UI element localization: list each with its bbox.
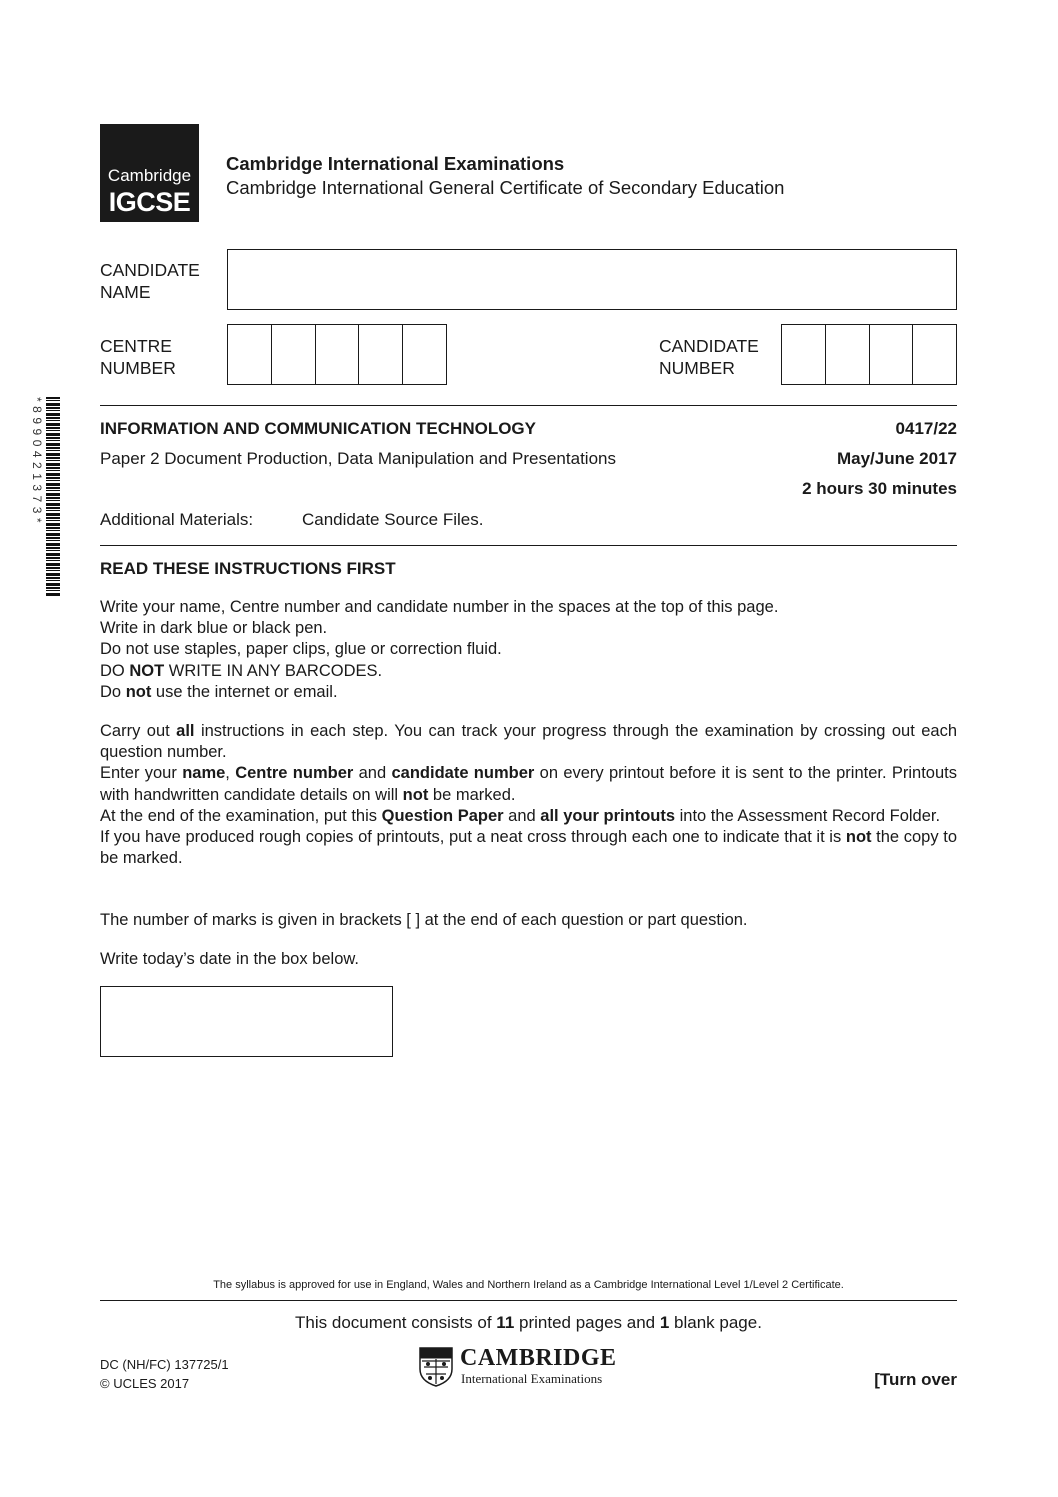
text-run-bold: all <box>176 722 195 740</box>
candidate-number-label-line1: CANDIDATE <box>659 336 759 356</box>
text-run: Do <box>100 682 126 701</box>
instruction-line: Write your name, Centre number and candidate number in the spaces at the top of this page. <box>100 598 779 616</box>
candidate-number-label-line2: NUMBER <box>659 358 735 378</box>
text-run-bold: not <box>845 828 872 847</box>
instruction-paragraph <box>100 763 957 805</box>
document-reference <box>100 1355 229 1393</box>
logo-line1: Cambridge <box>107 166 192 185</box>
text-run: DO <box>100 661 130 680</box>
text-run: the copy to be marked. <box>100 828 957 868</box>
divider <box>100 405 957 406</box>
candidate-name-input[interactable] <box>227 249 957 310</box>
text-run-bold: Question Paper <box>381 806 504 825</box>
text-run-bold: 1 <box>659 1313 670 1332</box>
text-run-bold: Centre number <box>235 764 354 783</box>
materials-label: Additional Materials: <box>100 510 254 529</box>
text-run-bold: candidate number <box>391 764 535 783</box>
text-run: Enter your <box>100 764 183 783</box>
text-run: , <box>225 764 236 783</box>
barcode-digits: *8990421373* <box>30 397 44 528</box>
centre-number-cell[interactable] <box>271 325 315 384</box>
text-run: into the Assessment Record Folder. <box>675 806 941 825</box>
text-run: WRITE IN ANY BARCODES. <box>164 661 383 680</box>
exam-code: 0417/22 <box>895 419 957 438</box>
exam-paper: Paper 2 Document Production, Data Manipulation and Presentations <box>100 449 616 468</box>
reference-code: DC (NH/FC) 137725/1 <box>100 1357 229 1372</box>
text-run: and <box>503 806 541 825</box>
candidate-number-label <box>659 335 759 379</box>
text-run: use the internet or email. <box>151 682 338 701</box>
text-run: This document consists of <box>295 1313 497 1332</box>
text-run: on every printout before it is sent to the printer. Printouts with handwritten candidate details on will <box>100 764 957 804</box>
instruction-paragraph <box>100 827 957 869</box>
centre-number-label <box>100 335 176 379</box>
cambridge-igcse-logo <box>100 124 199 222</box>
candidate-name-label-line1: CANDIDATE <box>100 260 200 280</box>
text-run: At the end of the examination, put this <box>100 806 382 825</box>
text-run-bold: all your printouts <box>540 806 676 825</box>
instruction-line: Do not use staples, paper clips, glue or correction fluid. <box>100 640 502 659</box>
cambridge-crest-icon <box>419 1347 453 1387</box>
org-subtitle: Cambridge International General Certificate of Secondary Education <box>226 177 785 198</box>
text-run-bold: name <box>182 764 226 783</box>
exam-session: May/June 2017 <box>836 449 957 468</box>
candidate-number-cell[interactable] <box>825 325 869 384</box>
centre-number-cell[interactable] <box>228 325 271 384</box>
org-name: Cambridge International Examinations <box>226 153 565 174</box>
syllabus-note: The syllabus is approved for use in England, Wales and Northern Ireland as a Cambridge International Level 1/Level 2 Certificate. <box>213 1279 844 1291</box>
date-prompt: Write today’s date in the box below. <box>100 950 359 968</box>
instruction-paragraph <box>100 806 957 827</box>
text-run-bold: not <box>402 785 429 804</box>
exam-subject: INFORMATION AND COMMUNICATION TECHNOLOGY <box>100 419 536 438</box>
barcode <box>46 397 60 597</box>
candidate-number-cell[interactable] <box>782 325 825 384</box>
text-run-bold: NOT <box>129 661 165 680</box>
text-run: If you have produced rough copies of printouts, put a neat cross through each one to indicate that it is <box>100 828 846 847</box>
centre-number-cell[interactable] <box>315 325 359 384</box>
centre-number-label-line2: NUMBER <box>100 358 176 378</box>
candidate-name-label-line2: NAME <box>100 282 151 302</box>
text-run: and <box>353 764 392 783</box>
copyright: © UCLES 2017 <box>100 1376 190 1391</box>
instruction-paragraph <box>100 721 957 763</box>
brand-name: CAMBRIDGE <box>460 1345 617 1371</box>
page-count <box>100 1313 957 1333</box>
exam-duration: 2 hours 30 minutes <box>802 479 957 498</box>
text-run: blank page. <box>669 1313 762 1332</box>
centre-number-cell[interactable] <box>402 325 446 384</box>
text-run-bold: not <box>125 682 152 701</box>
text-run: be marked. <box>428 785 516 804</box>
centre-number-label-line1: CENTRE <box>100 336 172 356</box>
text-run: printed pages and <box>514 1313 660 1332</box>
candidate-number-cell[interactable] <box>869 325 913 384</box>
divider <box>100 545 957 546</box>
instructions-heading: READ THESE INSTRUCTIONS FIRST <box>100 559 396 578</box>
brand-subtitle: International Examinations <box>461 1371 603 1386</box>
marks-note: The number of marks is given in brackets [ ] at the end of each question or part question. <box>100 911 748 929</box>
centre-number-input[interactable] <box>227 324 447 385</box>
instructions-block-2 <box>100 721 957 869</box>
instruction-line: Write in dark blue or black pen. <box>100 619 328 638</box>
centre-number-cell[interactable] <box>358 325 402 384</box>
instructions-block-1 <box>100 597 957 703</box>
instruction-line <box>100 661 957 682</box>
candidate-name-label <box>100 259 200 303</box>
turn-over: [Turn over <box>874 1370 957 1389</box>
text-run-bold: 11 <box>496 1313 515 1332</box>
candidate-number-cell[interactable] <box>912 325 956 384</box>
date-input[interactable] <box>100 986 393 1057</box>
materials-value: Candidate Source Files. <box>302 510 484 529</box>
divider <box>100 1300 957 1301</box>
instruction-line <box>100 682 957 703</box>
candidate-number-input[interactable] <box>781 324 957 385</box>
logo-line2: IGCSE <box>108 187 191 217</box>
text-run: Carry out <box>100 722 177 740</box>
text-run: instructions in each step. You can track your progress through the examination by crossing out each question number. <box>100 722 958 762</box>
